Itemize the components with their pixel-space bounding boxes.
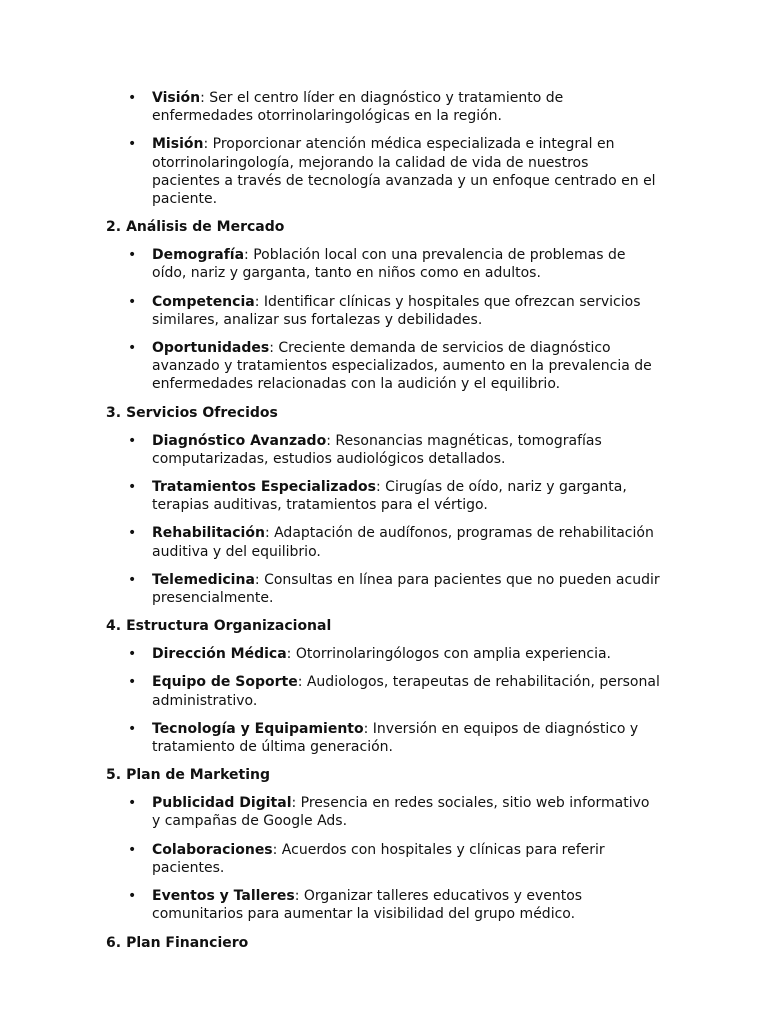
item-text: : Acuerdos con hospitales y clínicas para referir pacientes.: [152, 841, 605, 876]
section-title: Análisis de Mercado: [126, 219, 285, 236]
section-number: 4.: [106, 618, 122, 635]
list-item: [128, 673, 660, 709]
item-text: : Ser el centro líder en diagnóstico y tratamiento de enfermedades otorrinolaringológicas en la región.: [152, 90, 564, 125]
item-text: : Adaptación de audífonos, programas de rehabilitación auditiva y del equilibrio.: [152, 525, 654, 560]
item-label: Publicidad Digital: [152, 795, 292, 812]
section-number: 6.: [106, 934, 122, 951]
list-item: [128, 887, 660, 923]
section-number: 3.: [106, 404, 122, 421]
list-item: [128, 135, 660, 208]
bullet-icon: •: [128, 720, 137, 737]
bullet-list: [106, 246, 668, 393]
item-label: Misión: [152, 136, 204, 153]
list-item: [128, 89, 660, 125]
section-title: Plan Financiero: [126, 934, 249, 951]
bullet-icon: •: [128, 795, 137, 812]
item-text: : Cirugías de oído, nariz y garganta, terapias auditivas, tratamientos para el vértigo.: [152, 479, 627, 514]
item-label: Rehabilitación: [152, 525, 265, 542]
item-label: Competencia: [152, 293, 255, 310]
section-6: [106, 934, 668, 952]
section-number: 5.: [106, 767, 122, 784]
list-item: [128, 571, 660, 607]
bullet-icon: •: [128, 525, 137, 542]
bullet-icon: •: [128, 479, 137, 496]
item-label: Tecnología y Equipamiento: [152, 720, 364, 737]
bullet-list: [106, 89, 668, 208]
item-text: : Organizar talleres educativos y eventos comunitarios para aumentar la visibilidad del grupo médico.: [152, 888, 583, 923]
item-text: : Población local con una prevalencia de problemas de oído, nariz y garganta, tanto en niños como en adultos.: [152, 247, 626, 282]
section-heading: [106, 934, 668, 952]
bullet-icon: •: [128, 571, 137, 588]
bullet-icon: •: [128, 888, 137, 905]
item-text: : Otorrinolaringólogos con amplia experiencia.: [286, 646, 611, 663]
bullet-icon: •: [128, 646, 137, 663]
section-title: Estructura Organizacional: [126, 618, 332, 635]
item-text: : Resonancias magnéticas, tomografías computarizadas, estudios audiológicos detallados.: [152, 432, 602, 467]
list-item: [128, 339, 660, 394]
item-text: : Inversión en equipos de diagnóstico y tratamiento de última generación.: [152, 720, 639, 756]
section-heading: [106, 218, 668, 236]
section-1: [106, 89, 668, 208]
item-text: : Audiologos, terapeutas de rehabilitación, personal administrativo.: [152, 674, 660, 709]
item-label: Dirección Médica: [152, 646, 287, 663]
list-item: [128, 645, 660, 663]
item-text: : Presencia en redes sociales, sitio web informativo y campañas de Google Ads.: [152, 795, 650, 830]
list-item: [128, 478, 660, 514]
bullet-icon: •: [128, 247, 137, 264]
bullet-icon: •: [128, 340, 137, 357]
section-title: Plan de Marketing: [126, 767, 270, 784]
list-item: [128, 720, 660, 756]
bullet-icon: •: [128, 841, 137, 858]
list-item: [128, 293, 660, 329]
item-label: Telemedicina: [152, 571, 255, 588]
item-text: : Consultas en línea para pacientes que no pueden acudir presencialmente.: [152, 571, 660, 607]
list-item: [128, 524, 660, 560]
document-body: [106, 89, 668, 952]
bullet-icon: •: [128, 293, 137, 310]
item-label: Colaboraciones: [152, 841, 273, 858]
item-label: Oportunidades: [152, 340, 270, 357]
item-label: Diagnóstico Avanzado: [152, 432, 327, 449]
section-title: Servicios Ofrecidos: [126, 404, 278, 421]
section-number: 2.: [106, 219, 122, 236]
item-label: Eventos y Talleres: [152, 888, 295, 905]
bullet-list: [106, 794, 668, 923]
item-text: : Identificar clínicas y hospitales que ofrezcan servicios similares, analizar sus fortalezas y debilidades.: [152, 293, 641, 328]
section-4: [106, 617, 668, 756]
item-label: Demografía: [152, 247, 245, 264]
bullet-list: [106, 645, 668, 756]
section-heading: [106, 404, 668, 422]
bullet-list: [106, 432, 668, 608]
section-2: [106, 218, 668, 393]
item-label: Equipo de Soporte: [152, 674, 298, 691]
item-text: : Proporcionar atención médica especializada e integral en otorrinolaringología, mejorando la calidad de vida de nuestros pacientes a través de tecnología avanzada y un enfoque centrado en el paciente.: [152, 136, 656, 208]
section-heading: [106, 766, 668, 784]
list-item: [128, 432, 660, 468]
bullet-icon: •: [128, 432, 137, 449]
list-item: [128, 794, 660, 830]
item-label: Visión: [152, 90, 201, 106]
list-item: [128, 841, 660, 877]
bullet-icon: •: [128, 136, 137, 153]
list-item: [128, 246, 660, 282]
section-heading: [106, 617, 668, 635]
item-label: Tratamientos Especializados: [152, 479, 376, 496]
bullet-icon: •: [128, 90, 137, 106]
section-5: [106, 766, 668, 923]
item-text: : Creciente demanda de servicios de diagnóstico avanzado y tratamientos especializados, aumento en la prevalencia de enfermedades relacionadas con la audición y el equilibrio.: [152, 340, 652, 393]
bullet-icon: •: [128, 674, 137, 691]
section-3: [106, 404, 668, 608]
